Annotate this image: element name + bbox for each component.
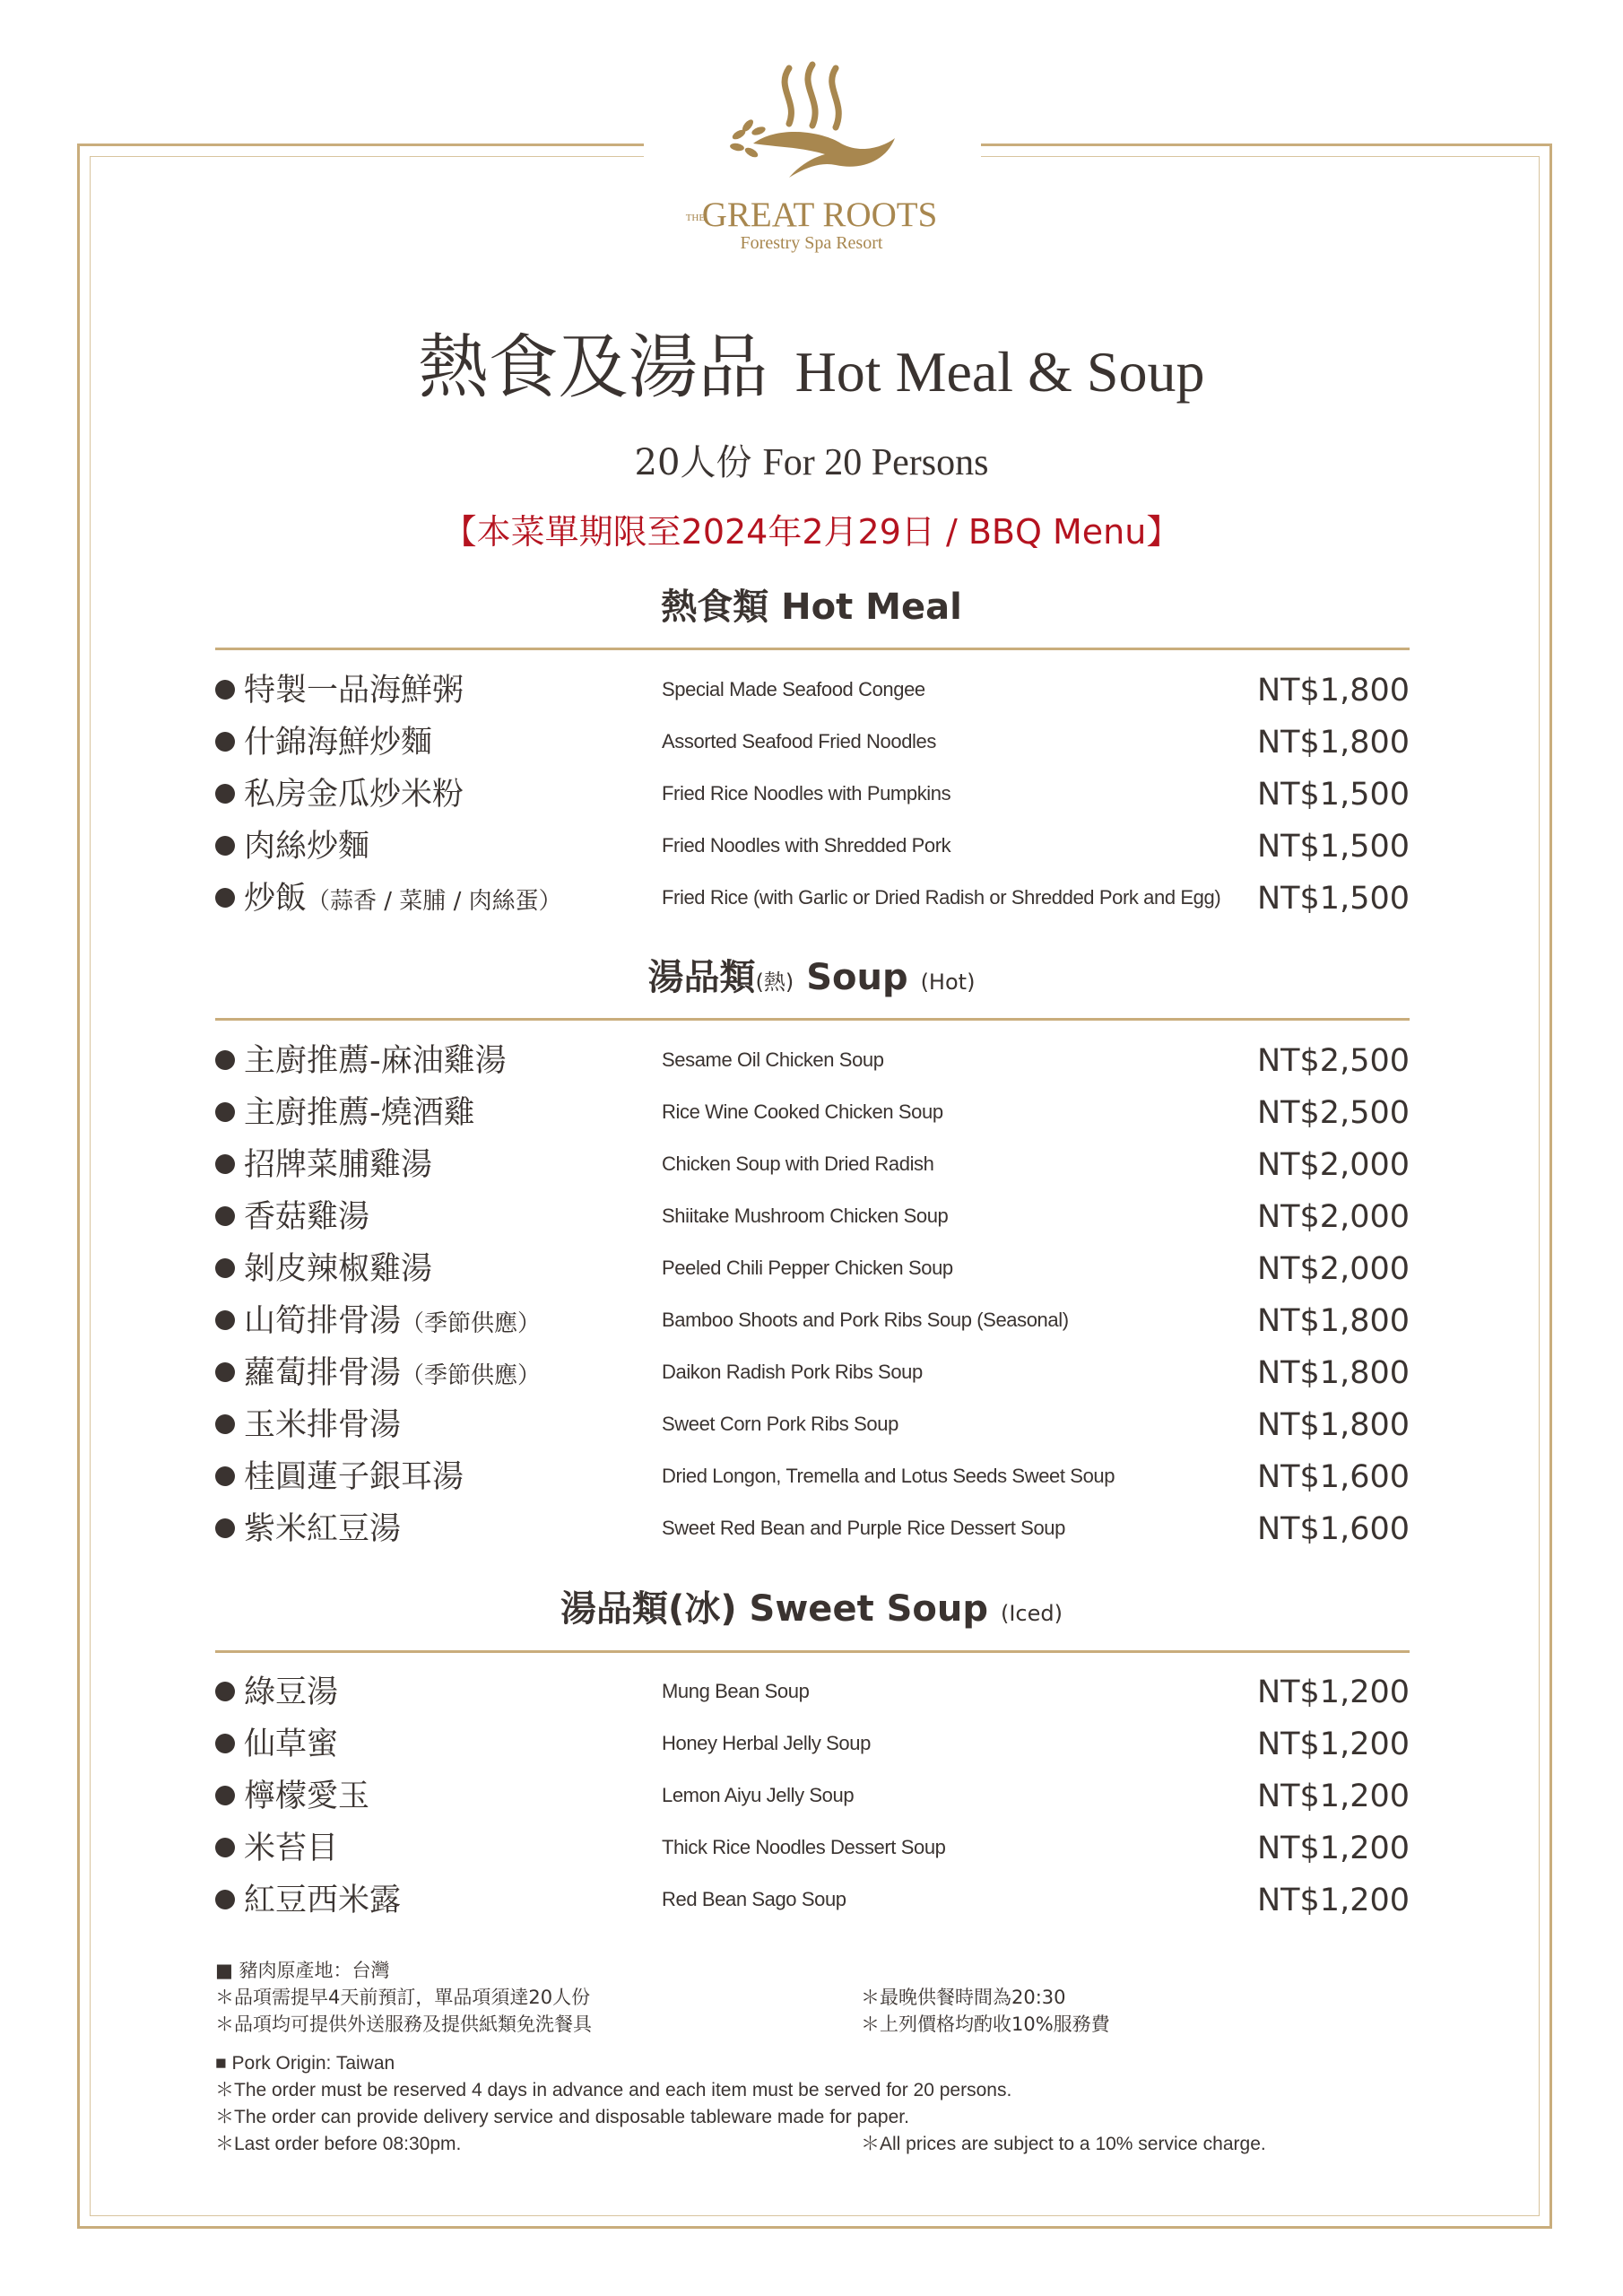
title-en: Hot Meal & Soup bbox=[794, 340, 1205, 404]
section-zh-mark: (熱) bbox=[755, 970, 794, 995]
item-name-en: Fried Rice (with Garlic or Dried Radish or Shredded Pork and Egg) bbox=[662, 886, 1221, 909]
item-name-en: Fried Noodles with Shredded Pork bbox=[662, 834, 951, 857]
bullet-icon bbox=[215, 732, 235, 752]
bullet-icon bbox=[215, 1310, 235, 1330]
logo-subtitle: Forestry Spa Resort bbox=[740, 233, 883, 253]
bullet-icon bbox=[215, 1518, 235, 1538]
item-name-zh: 肉絲炒麵 bbox=[244, 829, 370, 865]
bullet-icon bbox=[215, 1206, 235, 1226]
item-name-zh: 剝皮辣椒雞湯 bbox=[244, 1251, 433, 1287]
logo-the: THE bbox=[685, 212, 706, 223]
item-name-zh: 紫米紅豆湯 bbox=[244, 1511, 402, 1547]
item-name-en: Bamboo Shoots and Pork Ribs Soup (Seasonal) bbox=[662, 1309, 1069, 1331]
item-name-en: Sesame Oil Chicken Soup bbox=[662, 1048, 884, 1071]
section-en: Sweet Soup bbox=[749, 1588, 989, 1630]
menu-item bbox=[215, 1827, 1410, 1872]
item-name-zh: 主廚推薦-燒酒雞 bbox=[244, 1095, 475, 1131]
menu-item bbox=[215, 1144, 1410, 1188]
section-en-mark: (Hot) bbox=[920, 970, 976, 995]
bullet-icon bbox=[215, 1050, 235, 1070]
bullet-icon bbox=[215, 1838, 235, 1857]
item-name-zh: 檸檬愛玉 bbox=[244, 1779, 370, 1814]
section-rule bbox=[215, 648, 1410, 650]
menu-validity-notice: 【本菜單期限至2024年2月29日 / BBQ Menu】 bbox=[442, 512, 1181, 552]
item-name-zh: 紅豆西米露 bbox=[244, 1883, 402, 1918]
item-price: NT$1,200 bbox=[1256, 1831, 1410, 1866]
item-name-zh: 玉米排骨湯 bbox=[244, 1407, 402, 1443]
item-price: NT$1,800 bbox=[1256, 1355, 1410, 1391]
footnote-origin-zh: ■ 豬肉原產地：台灣 bbox=[215, 1960, 390, 1981]
section-en: Hot Meal bbox=[781, 587, 962, 628]
persons-subtitle bbox=[0, 434, 1623, 485]
menu-item bbox=[215, 1723, 1410, 1768]
section-zh: 湯品類(冰) bbox=[560, 1588, 737, 1630]
item-name-en: Mung Bean Soup bbox=[662, 1680, 810, 1702]
menu-item bbox=[215, 1248, 1410, 1292]
menu-item bbox=[215, 1456, 1410, 1500]
page-title bbox=[0, 323, 1623, 417]
item-price: NT$1,800 bbox=[1256, 1407, 1410, 1443]
menu-item bbox=[215, 1196, 1410, 1240]
item-price: NT$1,500 bbox=[1256, 829, 1410, 865]
bullet-icon bbox=[215, 784, 235, 804]
item-name-zh: 桂圓蓮子銀耳湯 bbox=[244, 1459, 464, 1495]
item-price: NT$1,800 bbox=[1256, 673, 1410, 709]
logo-name bbox=[664, 197, 959, 233]
item-name-en: Daikon Radish Pork Ribs Soup bbox=[662, 1361, 923, 1383]
bullet-icon bbox=[215, 1102, 235, 1122]
bullet-icon bbox=[215, 1682, 235, 1701]
item-name-en: Red Bean Sago Soup bbox=[662, 1888, 846, 1910]
section-heading-sweet-soup bbox=[0, 1580, 1623, 1631]
item-price: NT$2,500 bbox=[1256, 1095, 1410, 1131]
item-name-zh: 特製一品海鮮粥 bbox=[244, 673, 464, 709]
bullet-icon bbox=[215, 1786, 235, 1805]
menu-item bbox=[215, 1508, 1410, 1552]
item-name-zh: 炒飯（蒜香 / 菜脯 / 肉絲蛋） bbox=[244, 881, 562, 917]
menu-item bbox=[215, 1671, 1410, 1716]
item-name-en: Peeled Chili Pepper Chicken Soup bbox=[662, 1257, 953, 1279]
item-name-en: Assorted Seafood Fried Noodles bbox=[662, 730, 936, 752]
section-en: Soup bbox=[806, 957, 908, 998]
item-price: NT$2,000 bbox=[1256, 1147, 1410, 1183]
footnote-en-3: ＊Last order before 08:30pm. bbox=[215, 2134, 462, 2154]
item-name-en: Dried Longon, Tremella and Lotus Seeds Sweet Soup bbox=[662, 1465, 1115, 1487]
item-price: NT$1,500 bbox=[1256, 777, 1410, 813]
menu-item bbox=[215, 1879, 1410, 1924]
item-name-zh: 蘿蔔排骨湯（季節供應） bbox=[244, 1355, 542, 1391]
item-price: NT$1,200 bbox=[1256, 1883, 1410, 1918]
item-name-en: Shiitake Mushroom Chicken Soup bbox=[662, 1205, 949, 1227]
item-name-zh: 米苔目 bbox=[244, 1831, 339, 1866]
section-zh: 湯品類 bbox=[647, 957, 756, 998]
item-price: NT$2,500 bbox=[1256, 1043, 1410, 1079]
menu-item bbox=[215, 1091, 1410, 1136]
bullet-icon bbox=[215, 1154, 235, 1174]
footnote-zh-2: ＊品項均可提供外送服務及提供紙類免洗餐具 bbox=[215, 2013, 592, 2035]
menu-item bbox=[215, 1775, 1410, 1820]
persons-zh: 20人份 bbox=[634, 442, 752, 483]
item-price: NT$1,600 bbox=[1256, 1459, 1410, 1495]
persons-en: For 20 Persons bbox=[762, 442, 989, 483]
item-name-zh: 招牌菜脯雞湯 bbox=[244, 1147, 433, 1183]
section-rule bbox=[215, 1018, 1410, 1021]
section-heading-soup-hot bbox=[0, 949, 1623, 1000]
menu-item bbox=[215, 721, 1410, 766]
item-name-zh: 綠豆湯 bbox=[244, 1674, 339, 1710]
bullet-icon bbox=[215, 1466, 235, 1486]
footnote-zh-3: ＊最晚供餐時間為20:30 bbox=[861, 1987, 1066, 2008]
bullet-icon bbox=[215, 1258, 235, 1278]
menu-item bbox=[215, 825, 1410, 870]
item-price: NT$2,000 bbox=[1256, 1251, 1410, 1287]
item-price: NT$1,200 bbox=[1256, 1674, 1410, 1710]
item-price: NT$1,200 bbox=[1256, 1779, 1410, 1814]
item-name-en: Thick Rice Noodles Dessert Soup bbox=[662, 1836, 946, 1858]
bullet-icon bbox=[215, 888, 235, 908]
bird-leaf-emblem-icon bbox=[726, 61, 897, 196]
item-price: NT$1,600 bbox=[1256, 1511, 1410, 1547]
item-name-en: Special Made Seafood Congee bbox=[662, 678, 925, 700]
item-name-zh: 私房金瓜炒米粉 bbox=[244, 777, 464, 813]
footnote-en-2: ＊The order can provide delivery service and disposable tableware made for paper. bbox=[215, 2107, 909, 2127]
item-name-en: Lemon Aiyu Jelly Soup bbox=[662, 1784, 855, 1806]
item-name-en: Honey Herbal Jelly Soup bbox=[662, 1732, 871, 1754]
logo-name-text: GREAT ROOTS bbox=[701, 196, 938, 234]
menu-item bbox=[215, 1404, 1410, 1448]
footnote-zh-4: ＊上列價格均酌收10%服務費 bbox=[861, 2013, 1110, 2035]
menu-item bbox=[215, 877, 1410, 922]
item-name-en: Chicken Soup with Dried Radish bbox=[662, 1152, 934, 1175]
footnote-en-1: ＊The order must be reserved 4 days in advance and each item must be served for 20 persons. bbox=[215, 2080, 1012, 2100]
menu-item bbox=[215, 1352, 1410, 1396]
item-price: NT$1,800 bbox=[1256, 725, 1410, 761]
item-name-zh: 山筍排骨湯（季節供應） bbox=[244, 1303, 542, 1339]
item-name-en: Fried Rice Noodles with Pumpkins bbox=[662, 782, 951, 804]
item-name-en: Sweet Red Bean and Purple Rice Dessert Soup bbox=[662, 1517, 1065, 1539]
bullet-icon bbox=[215, 680, 235, 700]
bullet-icon bbox=[215, 1414, 235, 1434]
item-price: NT$2,000 bbox=[1256, 1199, 1410, 1235]
menu-item bbox=[215, 669, 1410, 714]
section-rule bbox=[215, 1650, 1410, 1653]
bullet-icon bbox=[215, 836, 235, 856]
bullet-icon bbox=[215, 1890, 235, 1909]
item-price: NT$1,500 bbox=[1256, 881, 1410, 917]
item-name-zh: 仙草蜜 bbox=[244, 1726, 339, 1762]
footnote-en-4: ＊All prices are subject to a 10% service charge. bbox=[861, 2134, 1266, 2154]
item-name-en: Sweet Corn Pork Ribs Soup bbox=[662, 1413, 898, 1435]
menu-item bbox=[215, 1300, 1410, 1344]
item-name-en: Rice Wine Cooked Chicken Soup bbox=[662, 1100, 943, 1123]
item-price: NT$1,200 bbox=[1256, 1726, 1410, 1762]
item-name-zh: 什錦海鮮炒麵 bbox=[244, 725, 433, 761]
title-zh: 熱食及湯品 bbox=[418, 327, 768, 408]
item-name-zh: 香菇雞湯 bbox=[244, 1199, 370, 1235]
menu-item bbox=[215, 773, 1410, 818]
section-zh: 熱食類 bbox=[661, 587, 769, 628]
footnote-origin-en: ■ Pork Origin: Taiwan bbox=[215, 2053, 395, 2074]
item-name-zh: 主廚推薦-麻油雞湯 bbox=[244, 1043, 507, 1079]
bullet-icon bbox=[215, 1734, 235, 1753]
footnote-zh-1: ＊品項需提早4天前預訂，單品項須達20人份 bbox=[215, 1987, 591, 2008]
item-price: NT$1,800 bbox=[1256, 1303, 1410, 1339]
section-en-mark: (Iced) bbox=[1000, 1601, 1063, 1626]
bullet-icon bbox=[215, 1362, 235, 1382]
resort-logo bbox=[664, 61, 959, 276]
section-heading-hot-meal bbox=[0, 578, 1623, 630]
menu-item bbox=[215, 1039, 1410, 1084]
